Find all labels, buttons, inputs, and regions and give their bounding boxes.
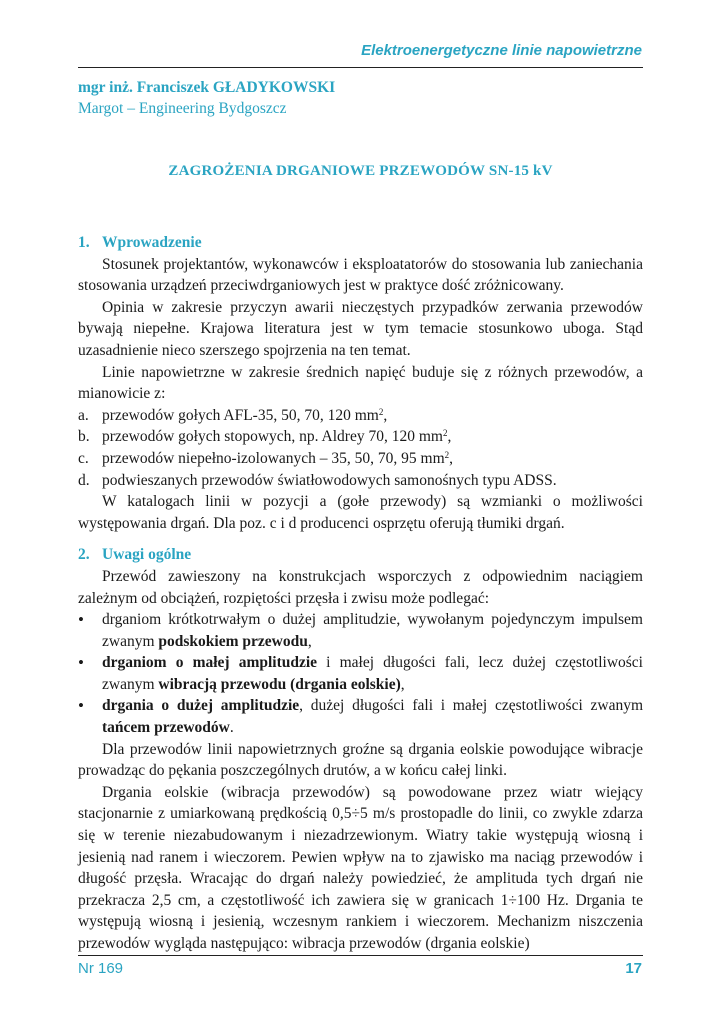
- paragraph: W katalogach linii w pozycji a (gołe przewody) są wzmianki o możliwości występowania drgań. Dla poz. c i d producenci osprzętu oferują tłumiki drgań.: [78, 493, 643, 532]
- article-body: [78, 232, 643, 955]
- paragraph: Stosunek projektantów, wykonawców i eksploatatorów do stosowania lub zaniechania stosowania urządzeń przeciwdrganiowych jest w praktyce dość zróżnicowany.: [78, 255, 643, 295]
- author-block: [78, 77, 335, 119]
- header-rule: [78, 67, 643, 68]
- paragraph: Opinia w zakresie przyczyn awarii nieczęstych przypadków zerwania przewodów bywają niepełne. Krajowa literatura jest w tym temacie stosunkowo uboga. Stąd uzasadnienie nieco szerszego spojrzenia na ten temat.: [78, 298, 643, 359]
- bullet-item: • drgania o dużej amplitudzie, dużej długości fali i małej częstotliwości zwanym tańcem przewodów.: [78, 695, 643, 738]
- footer-rule: [78, 955, 643, 956]
- bullet-icon: •: [78, 696, 84, 716]
- journal-header: Elektroenergetyczne linie napowietrzne: [361, 42, 642, 59]
- author-name: mgr inż. Franciszek GŁADYKOWSKI: [78, 79, 336, 96]
- list-item: c. przewodów niepełno-izolowanych – 35, 50, 70, 95 $mm^2$,: [78, 449, 454, 467]
- list-item: d. podwieszanych przewodów światłowodowych samonośnych typu ADSS.: [78, 471, 557, 489]
- issue-number: Nr 169: [78, 960, 124, 977]
- page-number: 17: [625, 960, 642, 977]
- paragraph: Dla przewodów linii napowietrznych groźne są drgania eolskie powodujące wibracje prowadząc do pękania poszczególnych drutów, a w końcu całej linki.: [78, 740, 643, 780]
- article-title: ZAGROŻENIA DRGANIOWE PRZEWODÓW SN-15 kV: [168, 163, 553, 179]
- bullet-icon: •: [78, 610, 84, 630]
- bullet-item: • drganiom krótkotrwałym o dużej amplitudzie, wywołanym pojedynczym impulsem zwanym podskokiem przewodu,: [78, 609, 643, 652]
- paragraph: Drgania eolskie (wibracja przewodów) są powodowane przez wiatr wiejący stacjonarnie z umiarkowaną prędkością 0,5÷5 m/s prostopadle do linii, co zwykle zdarza się w terenie niezabudowanym i niezadrzewionym. Wiatry takie występują wiosną i jesienią nad ranem i wieczorem. Pewien wpływ na to zjawisko ma naciąg przewodów i długość przęsła. Wracając do drgań należy powiedzieć, że amplituda tych drgań nie przekracza 2,5 cm, a częstotliwość ich zawiera się w granicach 1÷100 Hz. Drgania te występują wiosną i jesienią, wczesnym rankiem i wieczorem. Mechanizm niszczenia przewodów wygląda następująco: wibracja przewodów (drgania eolskie): [78, 783, 643, 952]
- list-item: a. przewodów gołych AFL-35, 50, 70, 120 $mm^2$,: [78, 406, 388, 424]
- author-affiliation: Margot – Engineering Bydgoszcz: [78, 100, 287, 117]
- section-2-heading: 2. Uwagi ogólne: [78, 546, 192, 564]
- list-item: b. przewodów gołych stopowych, np. Aldrey 70, 120 $mm^2$,: [78, 428, 452, 446]
- paragraph: Linie napowietrzne w zakresie średnich napięć buduje się z różnych przewodów, a mianowicie z:: [78, 363, 643, 403]
- bullet-item: • drganiom o małej amplitudzie i małej długości fali, lecz dużej częstotliwości zwanym wibracją przewodu (drgania eolskie),: [78, 652, 643, 695]
- paragraph: Przewód zawieszony na konstrukcjach wsporczych z odpowiednim naciągiem zależnym od obciążeń, rozpiętości przęsła i zwisu może podlegać:: [78, 567, 643, 607]
- section-1-heading: 1. Wprowadzenie: [78, 234, 202, 251]
- bullet-icon: •: [78, 653, 84, 673]
